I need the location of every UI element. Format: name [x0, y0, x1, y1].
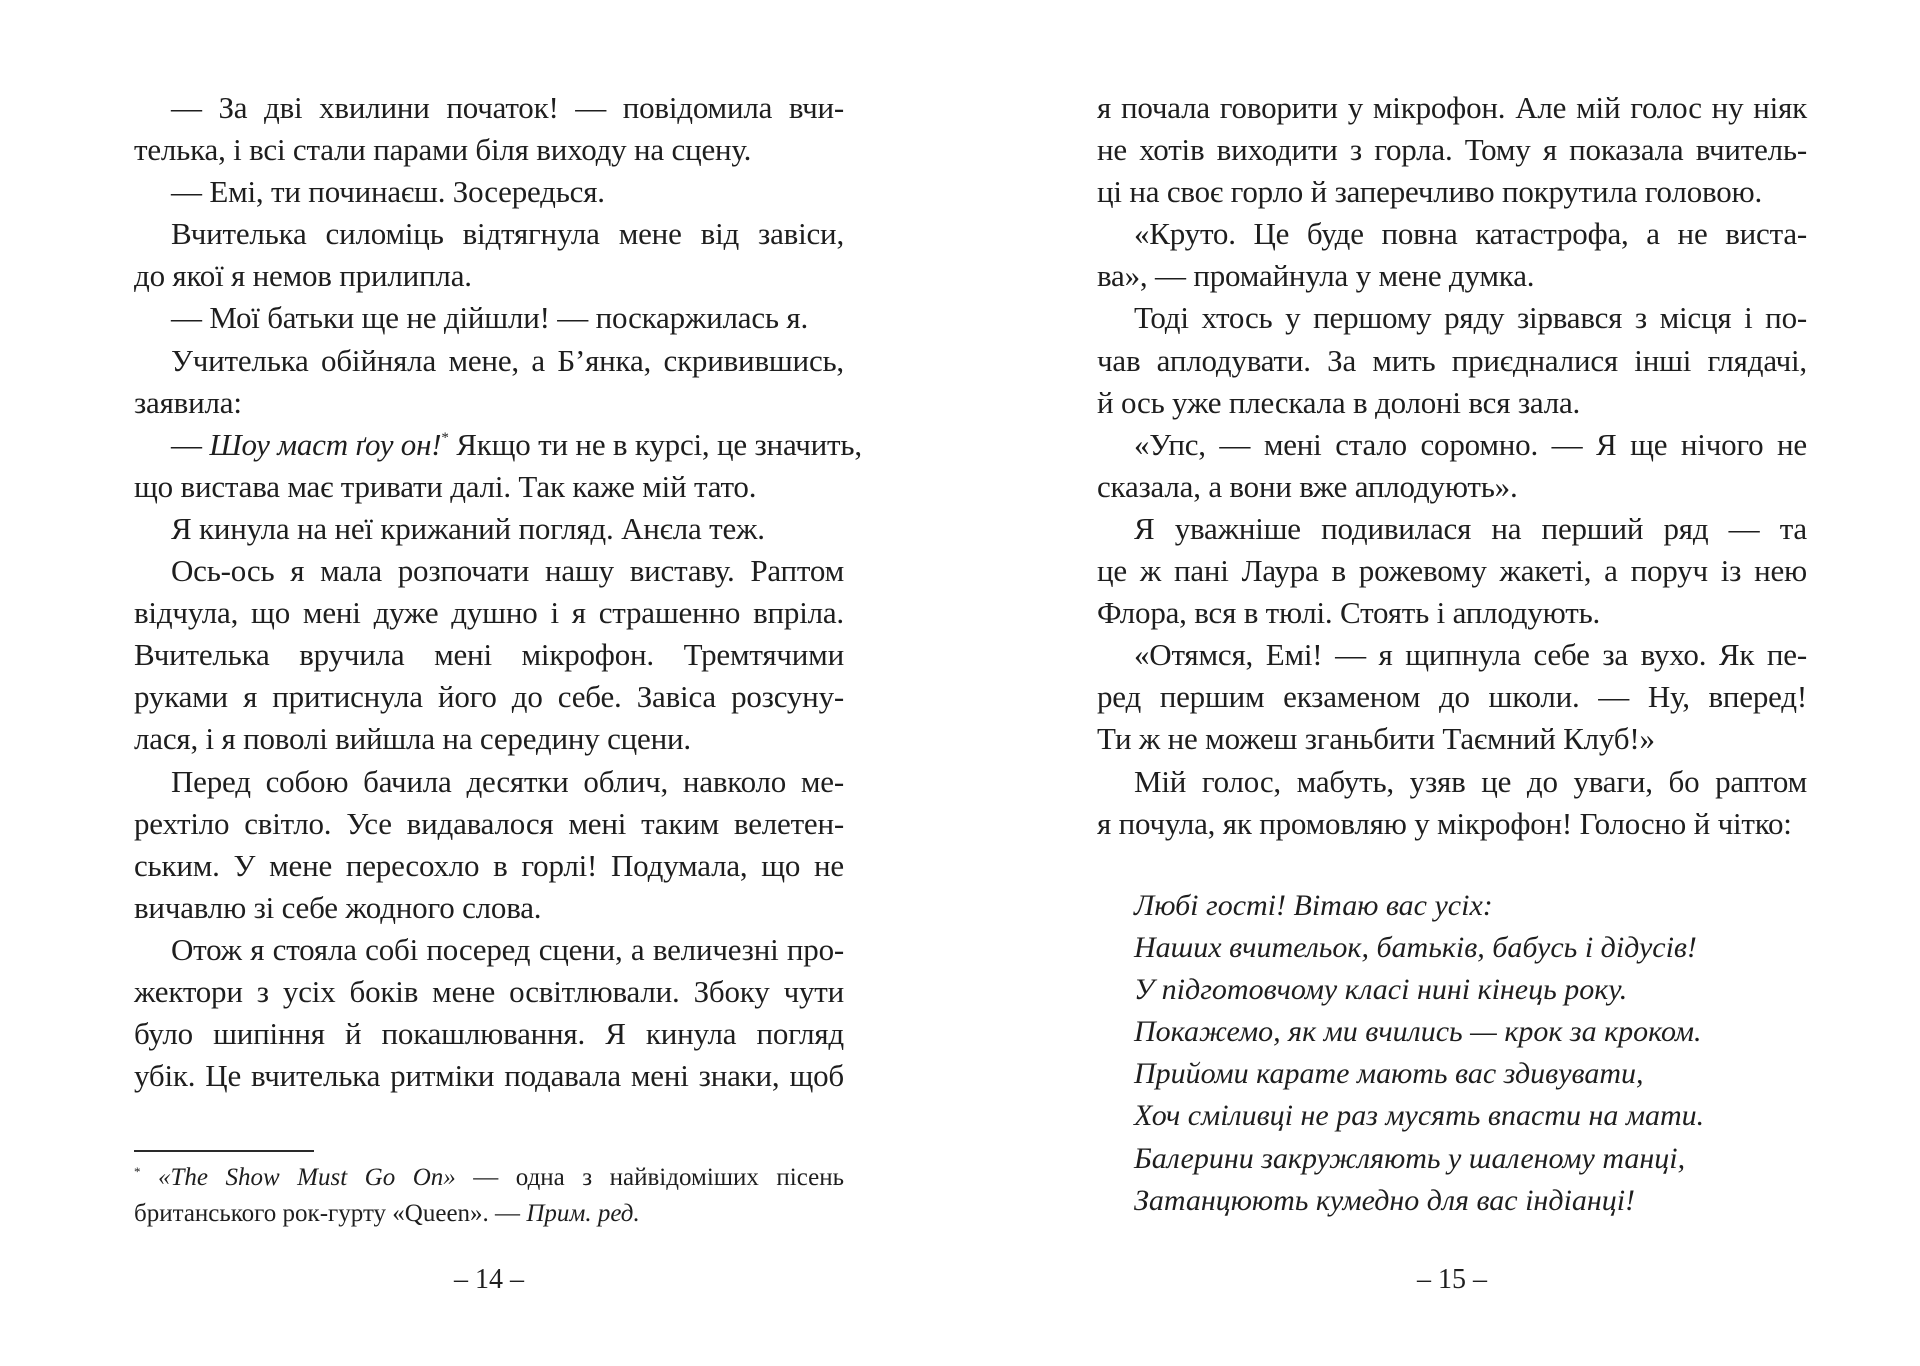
text-line: Вчителька силоміць відтягнула мене від завіси,: [171, 216, 844, 252]
text-line: це ж пані Лаура в рожевому жакеті, а поруч із нею: [1097, 553, 1807, 589]
poem: [1134, 885, 1774, 1222]
footnote-reference: *: [441, 429, 449, 446]
text-line: Я кинула на неї крижаний погляд. Анєла теж.: [171, 510, 765, 546]
poem-line: Любі гості! Вітаю вас усіх:: [1134, 889, 1493, 922]
page-number-right: – 15 –: [1417, 1264, 1487, 1295]
right-page: [1097, 0, 1807, 1366]
poem-line: Хоч сміливці не раз мусять впасти на мати.: [1134, 1099, 1705, 1133]
text-line: Ти ж не можеш зганьбити Таємний Клуб!»: [1097, 721, 1655, 757]
text-line: ред першим екзаменом до школи. — Ну, вперед!: [1097, 679, 1807, 715]
text-line: ва», — промайнула у мене думка.: [1097, 258, 1535, 294]
text-line: ським. У мене пересохло в горлі! Подумала, що не: [134, 847, 844, 883]
text-line: — Мої батьки ще не дійшли! — поскаржилась я.: [171, 300, 808, 336]
text-line: телька, і всі стали парами біля виходу на сцену.: [134, 132, 752, 168]
text-line: Перед собою бачила десятки облич, навколо ме-: [171, 763, 844, 799]
footnote-rule: [134, 1150, 314, 1152]
left-page: [134, 0, 862, 1366]
text-line: лася, і я поволі вийшла на середину сцени.: [134, 721, 691, 757]
text-line: руками я притиснула його до себе. Завіса розсуну-: [134, 679, 844, 715]
text-line: було шипіння й покашлювання. Я кинула погляд: [134, 1016, 844, 1052]
text-line: заявила:: [134, 384, 242, 420]
text-line: рехтіло світло. Усе видавалося мені таким велетен-: [134, 805, 844, 841]
text-line: Вчителька вручила мені мікрофон. Тремтячими: [134, 637, 844, 673]
footnote-song-title: «The Show Must Go On»: [158, 1164, 456, 1191]
text-line: Учителька обійняла мене, а Б’янка, скривившись,: [171, 342, 844, 378]
poem-line: У підготовчому класі нині кінець року.: [1134, 973, 1628, 1007]
poem-line: Балерини закружляють у шаленому танці,: [1134, 1141, 1686, 1175]
text-line: вичавлю зі себе жодного слова.: [134, 889, 542, 925]
poem-line: Покажемо, як ми вчились — крок за кроком.: [1134, 1015, 1702, 1049]
left-body-text: [134, 87, 862, 1097]
text-line: «Круто. Це буде повна катастрофа, а не виста-: [1134, 216, 1807, 252]
text-line: Флора, вся в тюлі. Стоять і аплодують.: [1097, 595, 1601, 631]
poem-line: Прийоми карате мають вас здивувати,: [1134, 1057, 1644, 1091]
text-line: сказала, а вони вже аплодують».: [1097, 468, 1518, 504]
text-line: Я уважніше подивилася на перший ряд — та: [1134, 510, 1807, 546]
text-line: чав аплодувати. За мить приєдналися інші глядачі,: [1097, 342, 1807, 378]
text-line: «Отямся, Емі! — я щипнула себе за вухо. Як пе-: [1134, 637, 1807, 673]
text-line: Отож я стояла собі посеред сцени, а величезні про-: [171, 931, 844, 967]
footnote: [134, 1160, 844, 1232]
text-line: не хотів виходити з горла. Тому я показала вчитель-: [1097, 132, 1807, 168]
text-line: що вистава має тривати далі. Так каже мій тато.: [134, 468, 757, 504]
right-body-text: [1097, 87, 1807, 845]
footnote-line-2: британського рок-гурту «Queen». — Прим. ред.: [134, 1200, 640, 1227]
text-line: до якої я немов прилипла.: [134, 258, 472, 294]
text-line: — За дві хвилини початок! — повідомила вчи-: [171, 90, 844, 125]
text-line: ці на своє горло й заперечливо покрутила головою.: [1097, 174, 1763, 210]
page-number-left: – 14 –: [454, 1264, 524, 1295]
italic-phrase: Шоу маст ґоу он!: [209, 426, 442, 462]
text-line: убік. Це вчителька ритміки подавала мені знаки, щоб: [134, 1058, 844, 1094]
text-line: Ось-ось я мала розпочати нашу виставу. Раптом: [171, 553, 844, 589]
text-line: Тоді хтось у першому ряду зірвався з місця і по-: [1134, 300, 1807, 336]
text-line: — Шоу маст ґоу он!* Якщо ти не в курсі, це значить,: [171, 426, 862, 462]
poem-line: Затанцюють кумедно для вас індіанці!: [1134, 1183, 1636, 1217]
text-line: я почала говорити у мікрофон. Але мій голос ну ніяк: [1097, 90, 1807, 125]
text-line: — Емі, ти починаєш. Зосередься.: [171, 174, 605, 210]
text-line: Мій голос, мабуть, узяв це до уваги, бо раптом: [1134, 763, 1807, 799]
footnote-marker: *: [134, 1164, 141, 1179]
poem-line: Наших вчительок, батьків, бабусь і дідусів!: [1134, 931, 1697, 965]
footnote-line-1: * «The Show Must Go On» — одна з найвідоміших пісень: [134, 1164, 844, 1191]
text-line: я почула, як промовляю у мікрофон! Голосно й чітко:: [1097, 805, 1792, 841]
text-line: жектори з усіх боків мене освітлювали. Збоку чути: [134, 973, 844, 1009]
text-line: «Упс, — мені стало соромно. — Я ще нічого не: [1134, 426, 1807, 462]
text-line: відчула, що мені дуже душно і я страшенно впріла.: [134, 595, 844, 631]
text-line: й ось уже плескала в долоні вся зала.: [1097, 384, 1581, 420]
editor-note: Прим. ред.: [526, 1200, 640, 1227]
